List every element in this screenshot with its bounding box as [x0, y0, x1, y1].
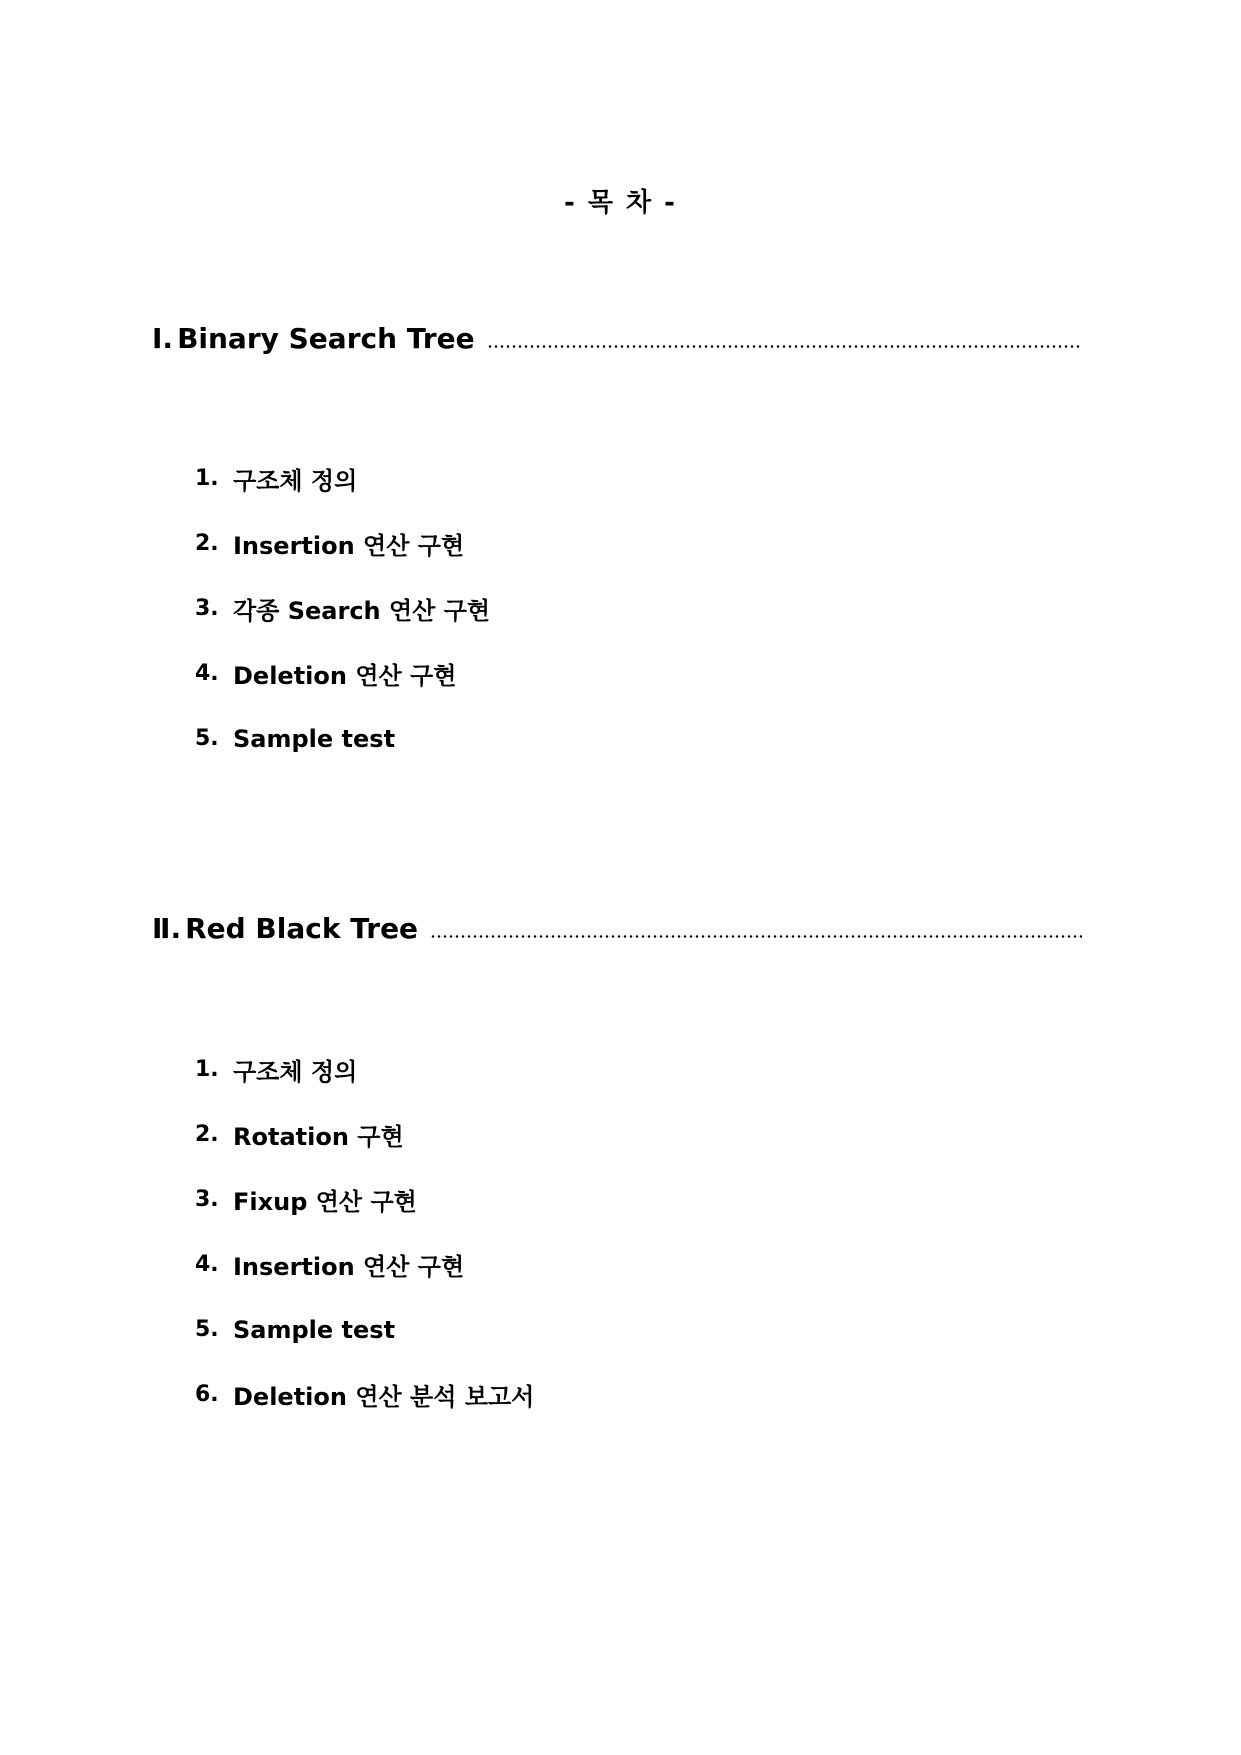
- item-label: Insertion 연산 구현: [233, 532, 465, 560]
- list-item: [195, 446, 490, 511]
- list-item: [195, 1037, 534, 1102]
- item-label: Fixup 연산 구현: [233, 1188, 417, 1216]
- list-item: [195, 706, 490, 771]
- item-number: 5.: [195, 726, 219, 751]
- item-number: 4.: [195, 1252, 219, 1277]
- item-number: 1.: [195, 1057, 219, 1082]
- item-label: Rotation 구현: [233, 1123, 404, 1151]
- item-number: 3.: [195, 596, 219, 621]
- list-item: [195, 1167, 534, 1232]
- section-items-binary-search-tree: [195, 446, 490, 771]
- section-title: Binary Search Tree: [177, 322, 475, 355]
- list-item: [195, 1232, 534, 1297]
- section-heading-binary-search-tree: [152, 322, 1082, 355]
- item-number: 2.: [195, 531, 219, 556]
- item-label: 각종 Search 연산 구현: [233, 597, 491, 625]
- list-item: [195, 1297, 534, 1362]
- dot-leader: [430, 935, 1082, 938]
- item-label: Deletion 연산 분석 보고서: [233, 1383, 535, 1411]
- item-number: 3.: [195, 1187, 219, 1212]
- item-label: Sample test: [233, 724, 396, 753]
- item-label: Deletion 연산 구현: [233, 662, 457, 690]
- item-number: 4.: [195, 661, 219, 686]
- item-label: Insertion 연산 구현: [233, 1253, 465, 1281]
- dot-leader: [487, 345, 1082, 348]
- list-item: [195, 1362, 534, 1427]
- section-items-red-black-tree: [195, 1037, 534, 1427]
- list-item: [195, 511, 490, 576]
- list-item: [195, 576, 490, 641]
- item-label: 구조체 정의: [233, 467, 358, 495]
- toc-title: - 목 차 -: [564, 188, 677, 218]
- item-label: Sample test: [233, 1315, 396, 1344]
- section-numeral: Ⅰ.: [152, 322, 174, 355]
- list-item: [195, 641, 490, 706]
- item-number: 6.: [195, 1382, 219, 1407]
- list-item: [195, 1102, 534, 1167]
- item-number: 2.: [195, 1122, 219, 1147]
- item-number: 1.: [195, 466, 219, 491]
- section-numeral: Ⅱ.: [152, 912, 182, 945]
- item-label: 구조체 정의: [233, 1058, 358, 1086]
- section-heading-red-black-tree: [152, 912, 1082, 945]
- item-number: 5.: [195, 1317, 219, 1342]
- section-title: Red Black Tree: [185, 912, 419, 945]
